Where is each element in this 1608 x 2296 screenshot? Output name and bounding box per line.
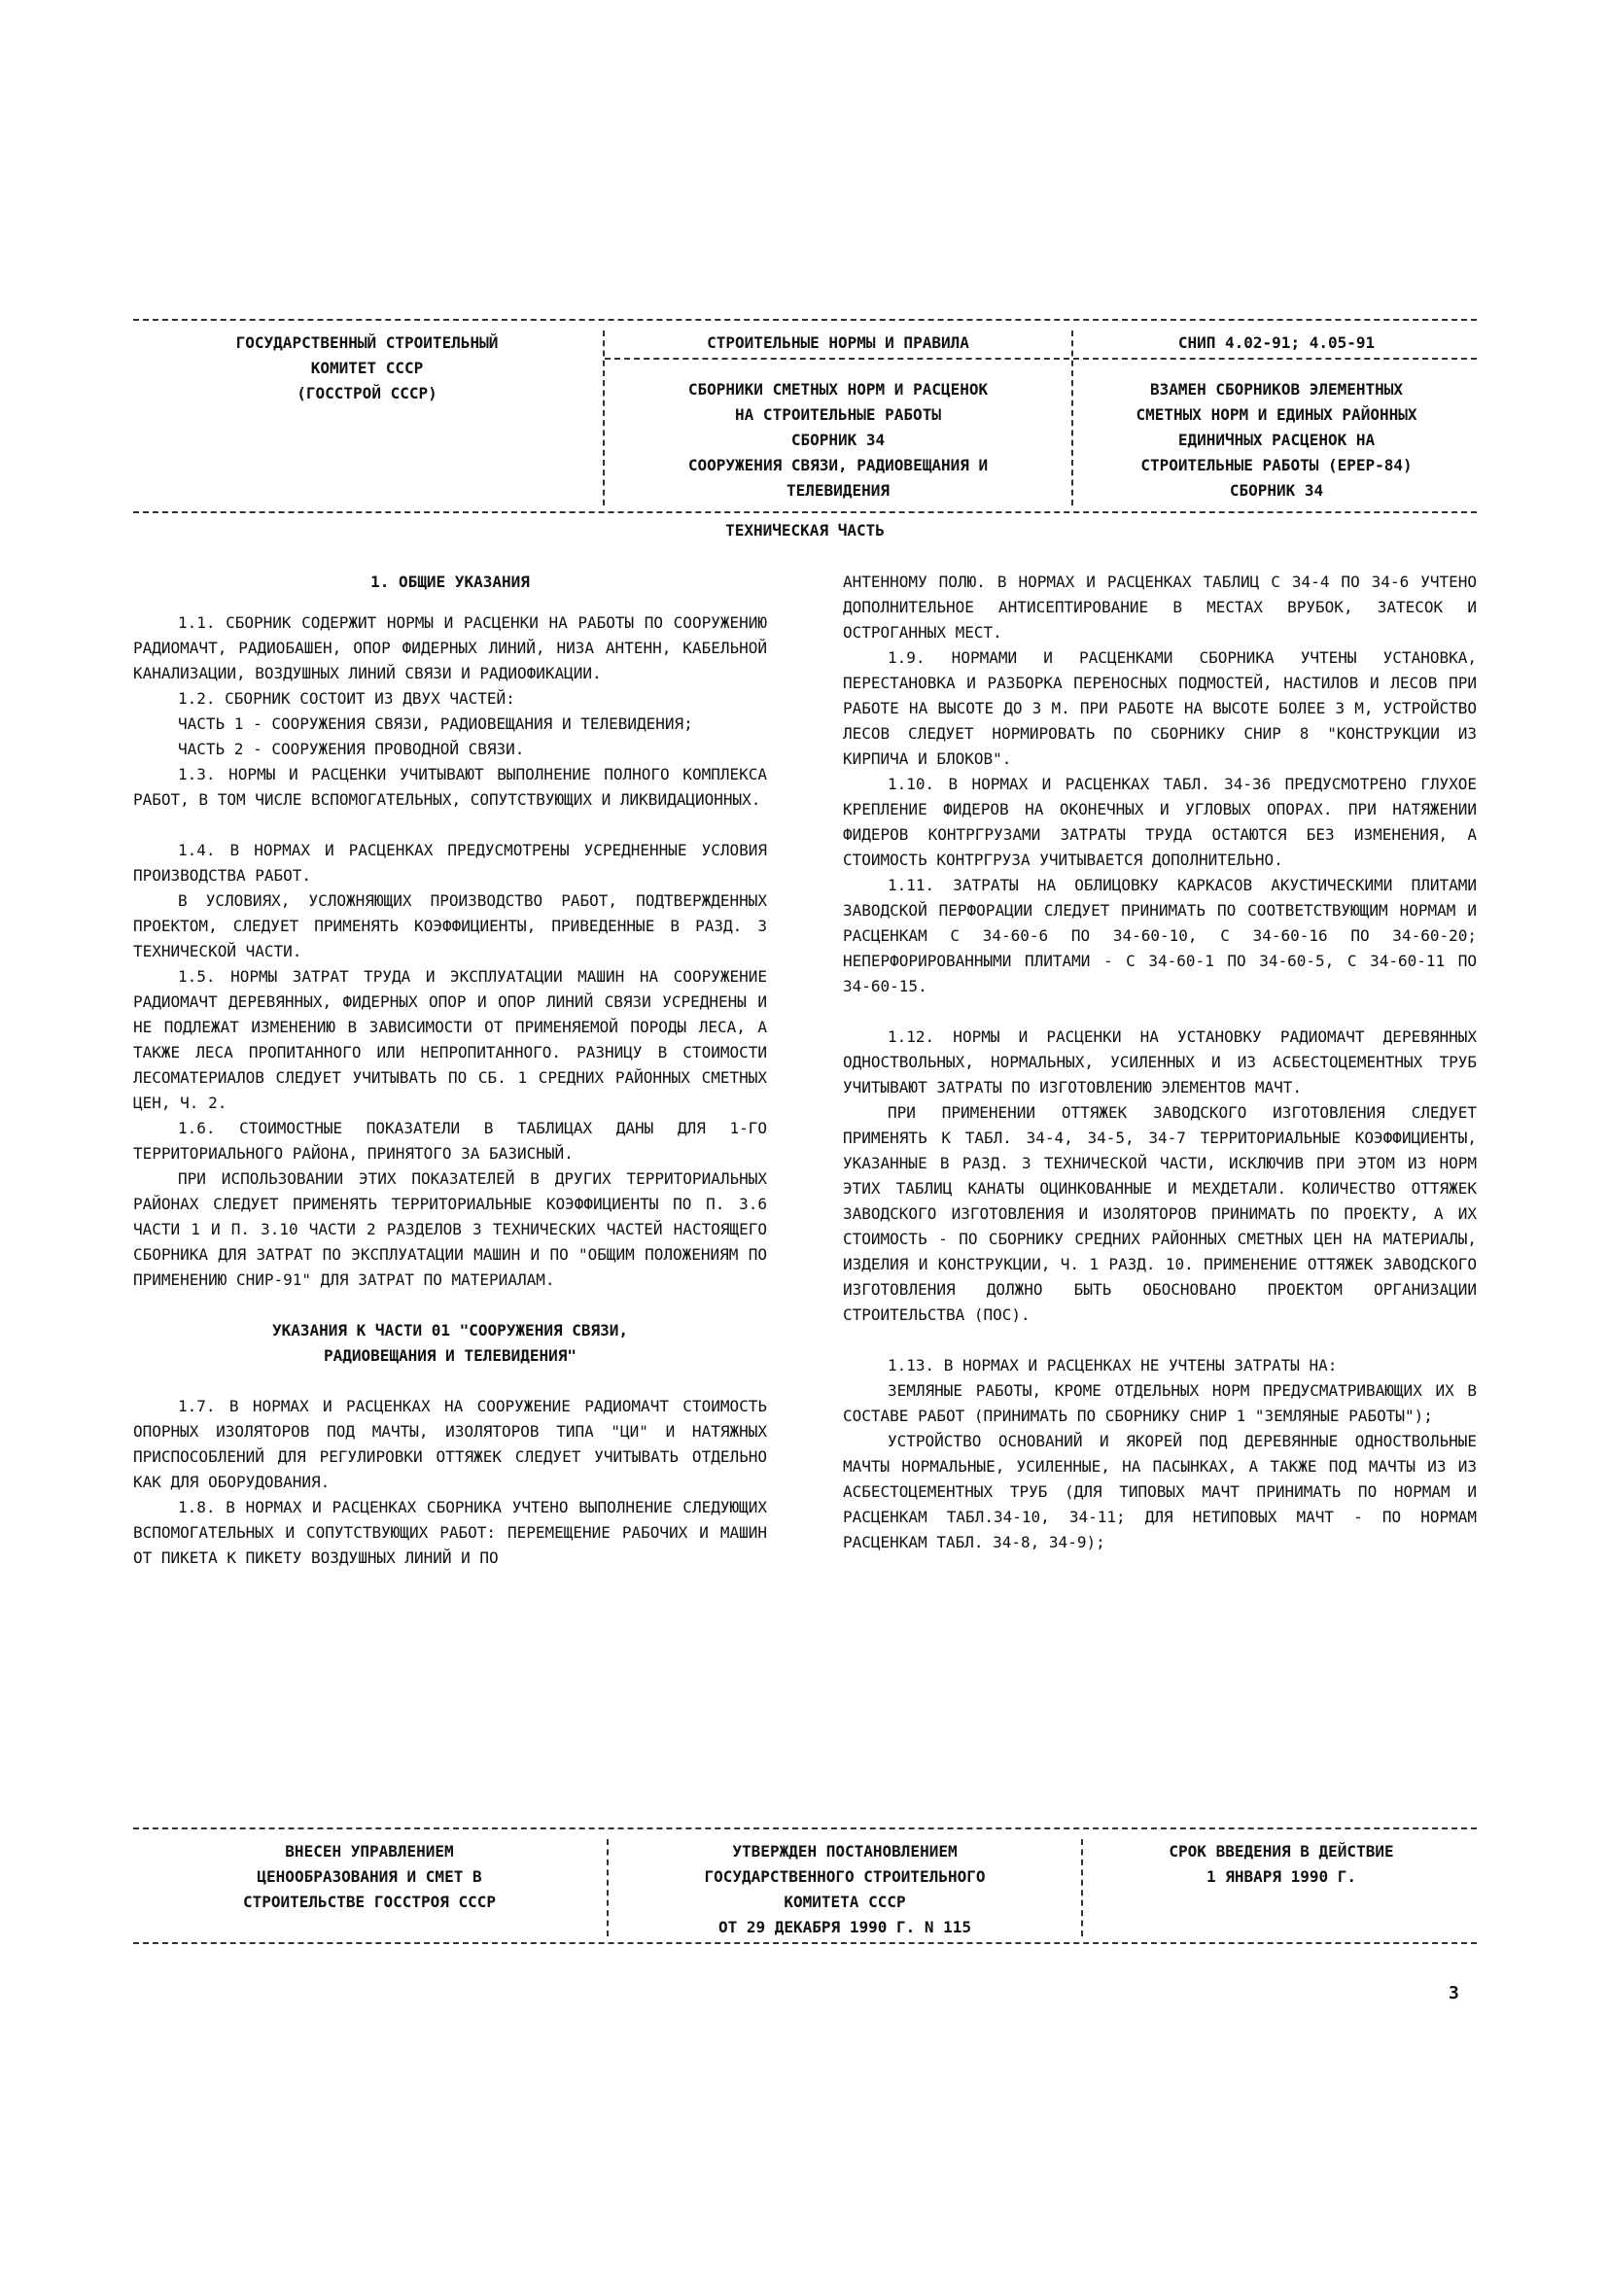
footer-approved-line: ОТ 29 ДЕКАБРЯ 1990 Г. N 115	[717, 1918, 972, 1936]
footer-approved-line: УТВЕРЖДЕН ПОСТАНОВЛЕНИЕМ	[732, 1842, 958, 1861]
paragraph: ЗЕМЛЯНЫЕ РАБОТЫ, КРОМЕ ОТДЕЛЬНЫХ НОРМ ПРЕДУСМАТРИВАЮЩИХ ИХ В СОСТАВЕ РАБОТ (ПРИНИМАТЬ ПО СБОРНИКУ СНИР 1 "ЗЕМЛЯНЫЕ РАБОТЫ");	[843, 1381, 1477, 1425]
paragraph: В УСЛОВИЯХ, УСЛОЖНЯЮЩИХ ПРОИЗВОДСТВО РАБОТ, ПОДТВЕРЖДЕННЫХ ПРОЕКТОМ, СЛЕДУЕТ ПРИМЕНЯТЬ КОЭФФИЦИЕНТЫ, ПРИВЕДЕННЫЕ В РАЗД. 3 ТЕХНИЧЕСКОЙ ЧАСТИ.	[133, 891, 767, 960]
footer-submitted-line: ЦЕНООБРАЗОВАНИЯ И СМЕТ В	[257, 1867, 482, 1886]
heading-general: 1. ОБЩИЕ УКАЗАНИЯ	[370, 573, 530, 591]
header-issuer	[136, 330, 598, 406]
paragraph: 1.7. В НОРМАХ И РАСЦЕНКАХ НА СООРУЖЕНИЕ РАДИОМАЧТ СТОИМОСТЬ ОПОРНЫХ ИЗОЛЯТОРОВ ПОД МАЧТЫ, ИЗОЛЯТОРОВ ТИПА "ЦИ" И НАТЯЖНЫХ ПРИСПОСОБЛЕНИЙ ДЛЯ РЕГУЛИРОВКИ ОТТЯЖЕК СЛЕДУЕТ УЧИТЫВАТЬ ОТДЕЛЬНО КАК ДЛЯ ОБОРУДОВАНИЯ.	[133, 1397, 767, 1491]
paragraph: 1.8. В НОРМАХ И РАСЦЕНКАХ СБОРНИКА УЧТЕНО ВЫПОЛНЕНИЕ СЛЕДУЮЩИХ ВСПОМОГАТЕЛЬНЫХ И СОПУТСТВУЮЩИХ РАБОТ: ПЕРЕМЕЩЕНИЕ РАБОЧИХ И МАШИН ОТ ПИКЕТА К ПИКЕТУ ВОЗДУШНЫХ ЛИНИЙ И ПО	[133, 1498, 767, 1567]
footer-divider-2	[1081, 1839, 1083, 1936]
footer-approved-line: ГОСУДАРСТВЕННОГО СТРОИТЕЛЬНОГО	[704, 1867, 986, 1886]
paragraph: 1.6. СТОИМОСТНЫЕ ПОКАЗАТЕЛИ В ТАБЛИЦАХ ДАНЫ ДЛЯ 1-ГО ТЕРРИТОРИАЛЬНОГО РАЙОНА, ПРИНЯТОГО ЗА БАЗИСНЫЙ.	[133, 1119, 767, 1163]
paragraph: 1.3. НОРМЫ И РАСЦЕНКИ УЧИТЫВАЮТ ВЫПОЛНЕНИЕ ПОЛНОГО КОМПЛЕКСА РАБОТ, В ТОМ ЧИСЛЕ ВСПОМОГАТЕЛЬНЫХ, СОПУТСТВУЮЩИХ И ЛИКВИДАЦИОННЫХ.	[133, 765, 767, 809]
header-issuer-line: КОМИТЕТ СССР	[310, 359, 424, 377]
page-number: 3	[1449, 1983, 1459, 2003]
header-issuer-line: ГОСУДАРСТВЕННЫЙ СТРОИТЕЛЬНЫЙ	[235, 333, 499, 352]
header-collection-line: СБОРНИК 34	[790, 431, 886, 449]
section-title: ТЕХНИЧЕСКАЯ ЧАСТЬ	[725, 521, 885, 539]
paragraph: 1.2. СБОРНИК СОСТОИТ ИЗ ДВУХ ЧАСТЕЙ:	[178, 689, 515, 708]
header-collection-line: СБОРНИКИ СМЕТНЫХ НОРМ И РАСЦЕНОК	[687, 380, 989, 399]
header-right-rule	[1073, 358, 1477, 360]
paragraph: ПРИ ИСПОЛЬЗОВАНИИ ЭТИХ ПОКАЗАТЕЛЕЙ В ДРУГИХ ТЕРРИТОРИАЛЬНЫХ РАЙОНАХ СЛЕДУЕТ ПРИМЕНЯТЬ ТЕРРИТОРИАЛЬНЫЕ КОЭФФИЦИЕНТЫ ПО П. 3.6 ЧАСТИ 1 И П. 3.10 ЧАСТИ 2 РАЗДЕЛОВ 3 ТЕХНИЧЕСКИХ ЧАСТЕЙ НАСТОЯЩЕГО СБОРНИКА ДЛЯ ЗАТРАТ ПО ЭКСПЛУАТАЦИИ МАШИН И ПО "ОБЩИМ ПОЛОЖЕНИЯМ ПО ПРИМЕНЕНИЮ СНИР-91" ДЛЯ ЗАТРАТ ПО МАТЕРИАЛАМ.	[133, 1169, 767, 1289]
header-divider-1	[603, 330, 605, 505]
footer-effective-line: СРОК ВВЕДЕНИЯ В ДЕЙСТВИЕ	[1169, 1842, 1394, 1861]
heading-part1-line: УКАЗАНИЯ К ЧАСТИ 01 "СООРУЖЕНИЯ СВЯЗИ,	[271, 1321, 629, 1339]
footer-top-rule	[133, 1827, 1477, 1829]
header-mid-rule	[605, 358, 1069, 360]
header-code	[1077, 330, 1476, 356]
heading-part1-line: РАДИОВЕЩАНИЯ И ТЕЛЕВИДЕНИЯ"	[323, 1346, 577, 1365]
header-doc-type	[609, 330, 1067, 356]
header-replaces-line: СБОРНИК 34	[1229, 481, 1324, 500]
footer-approved-line: КОМИТЕТА СССР	[784, 1893, 906, 1911]
header-top-rule	[133, 319, 1477, 321]
header-replaces-line: СТРОИТЕЛЬНЫЕ РАБОТЫ (ЕРЕР-84)	[1140, 456, 1413, 474]
header-replaces-line: ЕДИНИЧНЫХ РАСЦЕНОК НА	[1177, 431, 1376, 449]
heading-part1	[133, 1318, 767, 1369]
paragraph: 1.4. В НОРМАХ И РАСЦЕНКАХ ПРЕДУСМОТРЕНЫ УСРЕДНЕННЫЕ УСЛОВИЯ ПРОИЗВОДСТВА РАБОТ.	[133, 841, 767, 885]
paragraph: 1.5. НОРМЫ ЗАТРАТ ТРУДА И ЭКСПЛУАТАЦИИ МАШИН НА СООРУЖЕНИЕ РАДИОМАЧТ ДЕРЕВЯННЫХ, ФИДЕРНЫХ ОПОР И ОПОР ЛИНИЙ СВЯЗИ УСРЕДНЕНЫ И НЕ ПОДЛЕЖАТ ИЗМЕНЕНИЮ В ЗАВИСИМОСТИ ОТ ПРИМЕНЯЕМОЙ ПОРОДЫ ЛЕСА, А ТАКЖЕ ЛЕСА ПРОПИТАННОГО ИЛИ НЕПРОПИТАННОГО. РАЗНИЦУ В СТОИМОСТИ ЛЕСОМАТЕРИАЛОВ СЛЕДУЕТ УЧИТЫВАТЬ ПО СБ. 1 СРЕДНИХ РАЙОННЫХ СМЕТНЫХ ЦЕН, Ч. 2.	[133, 967, 767, 1112]
header-issuer-line: (ГОССТРОЙ СССР)	[297, 384, 437, 402]
header-replaces-line: ВЗАМЕН СБОРНИКОВ ЭЛЕМЕНТНЫХ	[1149, 380, 1404, 399]
footer-divider-1	[607, 1839, 609, 1936]
footer-effective-line: 1 ЯНВАРЯ 1990 Г.	[1206, 1867, 1357, 1886]
paragraph: ЧАСТЬ 1 - СООРУЖЕНИЯ СВЯЗИ, РАДИОВЕЩАНИЯ И ТЕЛЕВИДЕНИЯ;	[178, 714, 693, 733]
header-bottom-rule	[133, 511, 1477, 513]
header-collection-line: ТЕЛЕВИДЕНИЯ	[787, 481, 890, 500]
right-column	[843, 570, 1477, 1555]
paragraph: 1.9. НОРМАМИ И РАСЦЕНКАМИ СБОРНИКА УЧТЕНЫ УСТАНОВКА, ПЕРЕСТАНОВКА И РАЗБОРКА ПЕРЕНОСНЫХ ПОДМОСТЕЙ, НАСТИЛОВ И ЛЕСОВ ПРИ РАБОТЕ НА ВЫСОТЕ ДО 3 М. ПРИ РАБОТЕ НА ВЫСОТЕ БОЛЕЕ 3 М, УСТРОЙСТВО ЛЕСОВ СЛЕДУЕТ НОРМИРОВАТЬ ПО СБОРНИКУ СНИР 8 "КОНСТРУКЦИИ ИЗ КИРПИЧА И БЛОКОВ".	[843, 648, 1477, 768]
paragraph: УСТРОЙСТВО ОСНОВАНИЙ И ЯКОРЕЙ ПОД ДЕРЕВЯННЫЕ ОДНОСТВОЛЬНЫЕ МАЧТЫ НОРМАЛЬНЫЕ, УСИЛЕННЫЕ, НА ПАСЫНКАХ, А ТАКЖЕ ПОД МАЧТЫ ИЗ ИЗ АСБЕСТОЦЕМЕНТНЫХ ТРУБ (ДЛЯ ТИПОВЫХ МАЧТ ПРИНИМАТЬ ПО НОРМАМ И РАСЦЕНКАМ ТАБЛ.34-10, 34-11; ДЛЯ НЕТИПОВЫХ МАЧТ - ПО НОРМАМ РАСЦЕНКАМ ТАБЛ. 34-8, 34-9);	[843, 1432, 1477, 1551]
footer-effective-date	[1087, 1839, 1476, 1890]
paragraph: АНТЕННОМУ ПОЛЮ. В НОРМАХ И РАСЦЕНКАХ ТАБЛИЦ С 34-4 ПО 34-6 УЧТЕНО ДОПОЛНИТЕЛЬНОЕ АНТИСЕПТИРОВАНИЕ В МЕСТАХ ВРУБОК, ЗАТЕСОК И ОСТРОГАННЫХ МЕСТ.	[843, 573, 1477, 642]
footer-bottom-rule	[133, 1942, 1477, 1944]
paragraph: ЧАСТЬ 2 - СООРУЖЕНИЯ ПРОВОДНОЙ СВЯЗИ.	[178, 740, 525, 758]
paragraph: ПРИ ПРИМЕНЕНИИ ОТТЯЖЕК ЗАВОДСКОГО ИЗГОТОВЛЕНИЯ СЛЕДУЕТ ПРИМЕНЯТЬ К ТАБЛ. 34-4, 34-5, 34-7 ТЕРРИТОРИАЛЬНЫЕ КОЭФФИЦИЕНТЫ, УКАЗАННЫЕ В РАЗД. 3 ТЕХНИЧЕСКОЙ ЧАСТИ, ИСКЛЮЧИВ ПРИ ЭТОМ ИЗ НОРМ ЭТИХ ТАБЛИЦ КАНАТЫ ОЦИНКОВАННЫЕ И МЕХДЕТАЛИ. КОЛИЧЕСТВО ОТТЯЖЕК ЗАВОДСКОГО ИЗГОТОВЛЕНИЯ И ИЗОЛЯТОРОВ ПРИНИМАТЬ ПО ПРОЕКТУ, А ИХ СТОИМОСТЬ - ПО СБОРНИКУ СРЕДНИХ РАЙОННЫХ СМЕТНЫХ ЦЕН НА МАТЕРИАЛЫ, ИЗДЕЛИЯ И КОНСТРУКЦИИ, Ч. 1 РАЗД. 10. ПРИМЕНЕНИЕ ОТТЯЖЕК ЗАВОДСКОГО ИЗГОТОВЛЕНИЯ ДОЛЖНО БЫТЬ ОБОСНОВАНО ПРОЕКТОМ ОРГАНИЗАЦИИ СТРОИТЕЛЬСТВА (ПОС).	[843, 1103, 1477, 1324]
footer-submitted-line: ВНЕСЕН УПРАВЛЕНИЕМ	[285, 1842, 454, 1861]
paragraph: 1.13. В НОРМАХ И РАСЦЕНКАХ НЕ УЧТЕНЫ ЗАТРАТЫ НА:	[888, 1356, 1338, 1374]
header-doc-type-label: СТРОИТЕЛЬНЫЕ НОРМЫ И ПРАВИЛА	[707, 333, 969, 352]
footer-submitted-by	[136, 1839, 603, 1915]
header-collection	[609, 377, 1067, 504]
footer-approved-by	[612, 1839, 1077, 1940]
paragraph: 1.12. НОРМЫ И РАСЦЕНКИ НА УСТАНОВКУ РАДИОМАЧТ ДЕРЕВЯННЫХ ОДНОСТВОЛЬНЫХ, НОРМАЛЬНЫХ, УСИЛЕННЫХ И ИЗ АСБЕСТОЦЕМЕНТНЫХ ТРУБ УЧИТЫВАЮТ ЗАТРАТЫ ПО ИЗГОТОВЛЕНИЮ ЭЛЕМЕНТОВ МАЧТ.	[843, 1027, 1477, 1096]
header-collection-line: НА СТРОИТЕЛЬНЫЕ РАБОТЫ	[735, 405, 941, 424]
footer-submitted-line: СТРОИТЕЛЬСТВЕ ГОССТРОЯ СССР	[242, 1893, 497, 1911]
header-replaces-line: СМЕТНЫХ НОРМ И ЕДИНЫХ РАЙОННЫХ	[1136, 405, 1417, 424]
left-column	[133, 570, 767, 1571]
header-code-label: СНИП 4.02-91; 4.05-91	[1177, 333, 1376, 352]
header-replaces	[1077, 377, 1476, 504]
header-divider-2	[1071, 330, 1073, 505]
paragraph: 1.11. ЗАТРАТЫ НА ОБЛИЦОВКУ КАРКАСОВ АКУСТИЧЕСКИМИ ПЛИТАМИ ЗАВОДСКОЙ ПЕРФОРАЦИИ СЛЕДУЕТ ПРИНИМАТЬ ПО СООТВЕТСТВУЮЩИМ НОРМАМ И РАСЦЕНКАМ С 34-60-6 ПО 34-60-10, С 34-60-16 ПО 34-60-20; НЕПЕРФОРИРОВАННЫМИ ПЛИТАМИ - С 34-60-1 ПО 34-60-5, С 34-60-11 ПО 34-60-15.	[843, 876, 1477, 995]
paragraph: 1.1. СБОРНИК СОДЕРЖИТ НОРМЫ И РАСЦЕНКИ НА РАБОТЫ ПО СООРУЖЕНИЮ РАДИОМАЧТ, РАДИОБАШЕН, ОПОР ФИДЕРНЫХ ЛИНИЙ, НИЗА АНТЕНН, КАБЕЛЬНОЙ КАНАЛИЗАЦИИ, ВОЗДУШНЫХ ЛИНИЙ СВЯЗИ И РАДИОФИКАЦИИ.	[133, 613, 767, 682]
header-collection-line: СООРУЖЕНИЯ СВЯЗИ, РАДИОВЕЩАНИЯ И	[687, 456, 989, 474]
paragraph: 1.10. В НОРМАХ И РАСЦЕНКАХ ТАБЛ. 34-36 ПРЕДУСМОТРЕНО ГЛУХОЕ КРЕПЛЕНИЕ ФИДЕРОВ НА ОКОНЕЧНЫХ И УГЛОВЫХ ОПОРАХ. ПРИ НАТЯЖЕНИИ ФИДЕРОВ КОНТРГРУЗАМИ ЗАТРАТЫ ТРУДА ОСТАЮТСЯ БЕЗ ИЗМЕНЕНИЯ, А СТОИМОСТЬ КОНТРГРУЗА УЧИТЫВАЕТСЯ ДОПОЛНИТЕЛЬНО.	[843, 775, 1477, 869]
